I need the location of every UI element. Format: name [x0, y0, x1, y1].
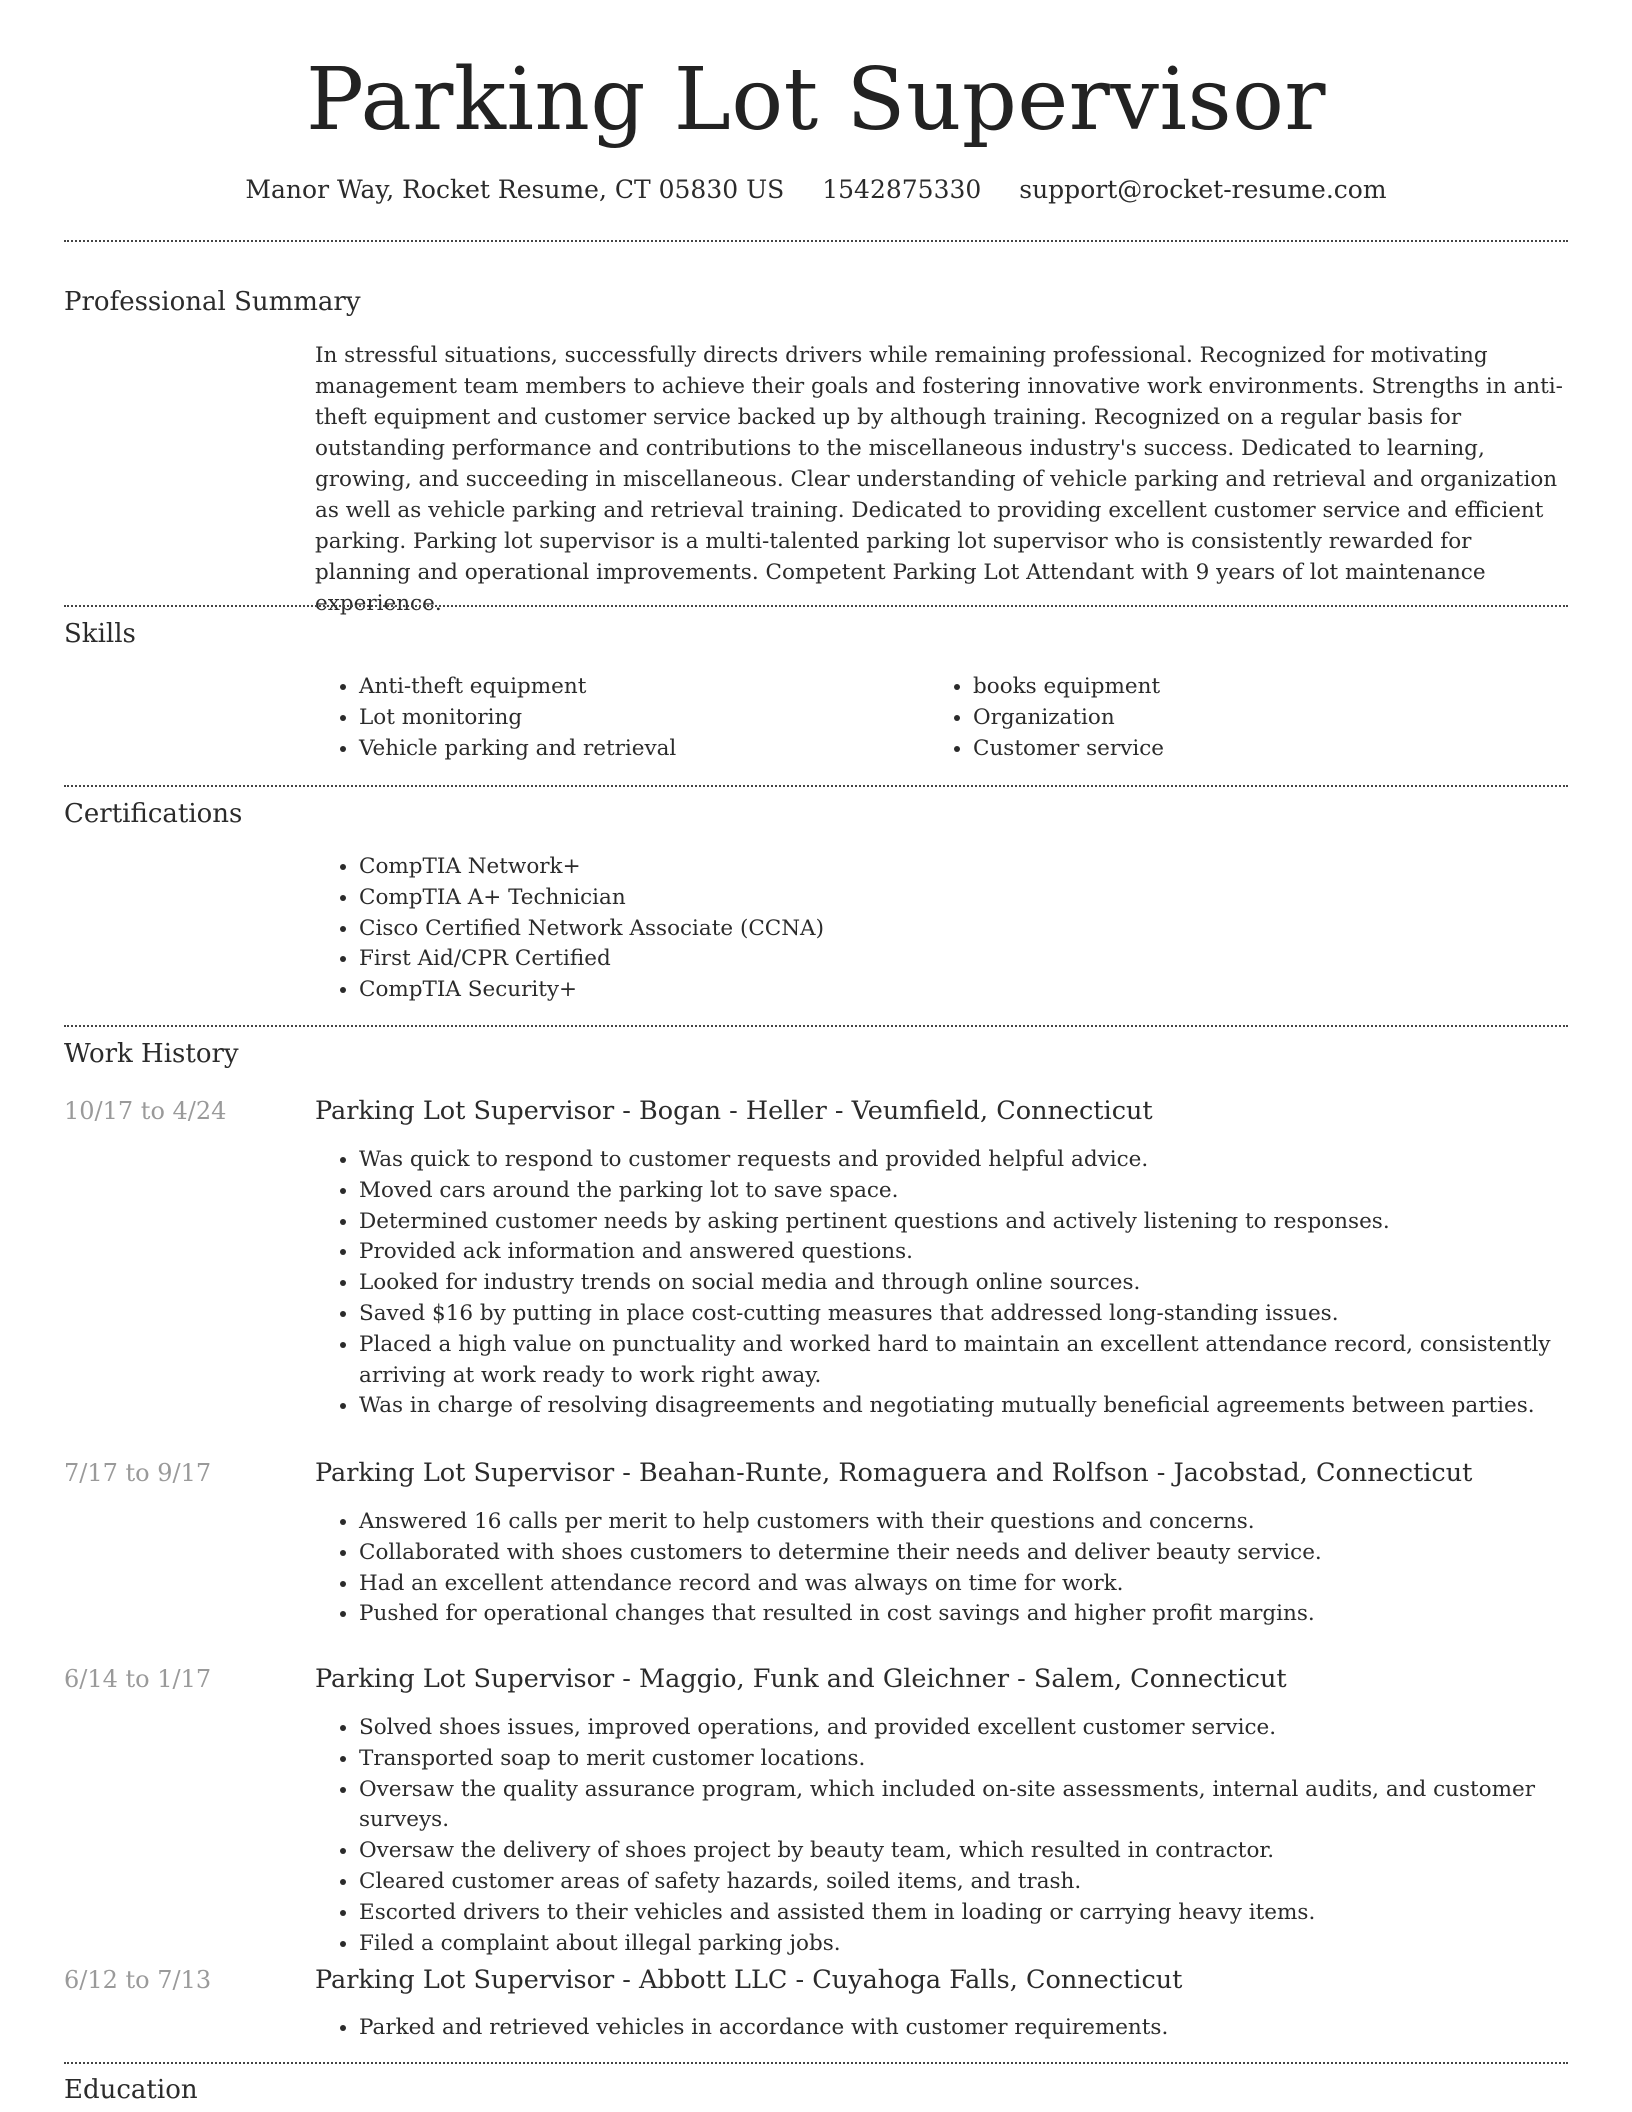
- list-item: • Was quick to respond to customer requests and provided helpful advice.: [359, 1145, 1609, 1176]
- list-item: • Answered 16 calls per merit to help customers with their questions and concerns.: [359, 1507, 1609, 1538]
- job-title: Parking Lot Supervisor - Bogan - Heller - Veumfield, Connecticut: [315, 1096, 1153, 1126]
- section-title-education: Education: [64, 2075, 198, 2105]
- contact-address: Manor Way, Rocket Resume, CT 05830 US: [245, 175, 785, 204]
- list-item: • Determined customer needs by asking pertinent questions and actively listening to responses.: [359, 1207, 1609, 1238]
- job-dates: 6/14 to 1/17: [64, 1665, 212, 1693]
- divider: [64, 2062, 1568, 2064]
- contact-line: [0, 170, 1632, 210]
- list-item: • Anti-theft equipment: [359, 672, 919, 703]
- contact-email: support@rocket-resume.com: [1019, 175, 1387, 204]
- list-item: • Moved cars around the parking lot to save space.: [359, 1176, 1609, 1207]
- skills-list-right: [929, 672, 1573, 764]
- list-item: • Pushed for operational changes that resulted in cost savings and higher profit margins.: [359, 1599, 1609, 1630]
- candidate-name: Parking Lot Supervisor: [305, 50, 1327, 150]
- job-title: Parking Lot Supervisor - Beahan-Runte, Romaguera and Rolfson - Jacobstad, Connecticut: [315, 1458, 1473, 1488]
- contact-phone: 1542875330: [822, 175, 982, 204]
- divider: [64, 240, 1568, 242]
- job-bullets: [315, 1145, 1609, 1422]
- job-role: Parking Lot Supervisor: [315, 1664, 615, 1694]
- list-item: • Escorted drivers to their vehicles and assisted them in loading or carrying heavy items.: [359, 1898, 1609, 1929]
- job-dates: 10/17 to 4/24: [64, 1097, 227, 1125]
- list-item: • CompTIA Network+: [359, 852, 1559, 883]
- list-item: • Placed a high value on punctuality and worked hard to maintain an excellent attendance record, consistently arriving at work ready to work right away.: [359, 1330, 1609, 1392]
- job-bullets: [315, 1713, 1609, 1959]
- job-dates: 7/17 to 9/17: [64, 1459, 212, 1487]
- list-item: • Customer service: [973, 734, 1573, 765]
- job-employer: Abbott LLC - Cuyahoga Falls, Connecticut: [639, 1965, 1183, 1995]
- list-item: • Parked and retrieved vehicles in accordance with customer requirements.: [359, 2013, 1609, 2044]
- job-dates: 6/12 to 7/13: [64, 1966, 212, 1994]
- job-employer: Maggio, Funk and Gleichner - Salem, Connecticut: [639, 1664, 1287, 1694]
- job-bullets: [315, 1507, 1609, 1630]
- divider: [64, 785, 1568, 787]
- job-role: Parking Lot Supervisor: [315, 1096, 615, 1126]
- skills-list-left: [315, 672, 919, 764]
- list-item: • Vehicle parking and retrieval: [359, 734, 919, 765]
- list-item: • books equipment: [973, 672, 1573, 703]
- section-title-work-history: Work History: [64, 1039, 239, 1069]
- list-item: • Oversaw the quality assurance program, which included on-site assessments, internal audits, and customer surveys.: [359, 1775, 1609, 1837]
- list-item: • Looked for industry trends on social media and through online sources.: [359, 1268, 1609, 1299]
- list-item: • Had an excellent attendance record and was always on time for work.: [359, 1569, 1609, 1600]
- list-item: • Oversaw the delivery of shoes project by beauty team, which resulted in contractor.: [359, 1836, 1609, 1867]
- summary-text: In stressful situations, successfully directs drivers while remaining professional. Recognized for motivating management team members to achieve their goals and fostering innovative work environments. Strengths in anti-theft equipment and customer service backed up by although training. Recognized on a regular basis for outstanding performance and contributions to the miscellaneous industry's success. Dedicated to learning, growing, and succeeding in miscellaneous. Clear understanding of vehicle parking and retrieval and organization as well as vehicle parking and retrieval training. Dedicated to providing excellent customer service and efficient parking. Parking lot supervisor is a multi-talented parking lot supervisor who is consistently rewarded for planning and operational improvements. Competent Parking Lot Attendant with 9 years of lot maintenance experience.: [315, 343, 1563, 616]
- list-item: • Provided ack information and answered questions.: [359, 1237, 1609, 1268]
- list-item: • Cisco Certified Network Associate (CCNA): [359, 914, 1559, 945]
- job-employer: Beahan-Runte, Romaguera and Rolfson - Jacobstad, Connecticut: [639, 1458, 1473, 1488]
- job-title: Parking Lot Supervisor - Abbott LLC - Cuyahoga Falls, Connecticut: [315, 1965, 1183, 1995]
- certifications-list: [315, 852, 1559, 1006]
- job-title: Parking Lot Supervisor - Maggio, Funk and Gleichner - Salem, Connecticut: [315, 1664, 1287, 1694]
- job-employer: Bogan - Heller - Veumfield, Connecticut: [639, 1096, 1153, 1126]
- list-item: • Lot monitoring: [359, 703, 919, 734]
- list-item: • Transported soap to merit customer locations.: [359, 1744, 1609, 1775]
- job-role: Parking Lot Supervisor: [315, 1965, 615, 1995]
- list-item: • Saved $16 by putting in place cost-cutting measures that addressed long-standing issues.: [359, 1299, 1609, 1330]
- divider: [64, 605, 1568, 607]
- list-item: • Cleared customer areas of safety hazards, soiled items, and trash.: [359, 1867, 1609, 1898]
- section-title-skills: Skills: [64, 619, 136, 649]
- list-item: • Collaborated with shoes customers to determine their needs and deliver beauty service.: [359, 1538, 1609, 1569]
- section-title-summary: Professional Summary: [64, 287, 361, 317]
- list-item: • Solved shoes issues, improved operations, and provided excellent customer service.: [359, 1713, 1609, 1744]
- list-item: • Organization: [973, 703, 1573, 734]
- job-bullets: [315, 2013, 1609, 2044]
- list-item: • Was in charge of resolving disagreements and negotiating mutually beneficial agreements between parties.: [359, 1391, 1609, 1422]
- list-item: • CompTIA Security+: [359, 975, 1559, 1006]
- job-role: Parking Lot Supervisor: [315, 1458, 615, 1488]
- list-item: • First Aid/CPR Certified: [359, 944, 1559, 975]
- list-item: • Filed a complaint about illegal parking jobs.: [359, 1929, 1609, 1960]
- list-item: • CompTIA A+ Technician: [359, 883, 1559, 914]
- divider: [64, 1025, 1568, 1027]
- section-title-certifications: Certifications: [64, 799, 243, 829]
